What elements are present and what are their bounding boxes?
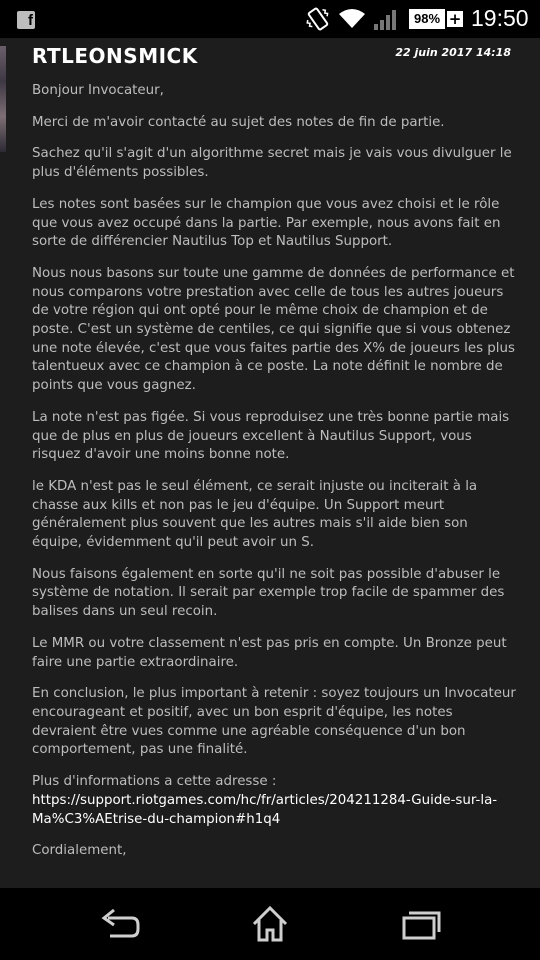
wifi-icon <box>338 8 366 30</box>
info-paragraph <box>32 773 517 829</box>
closing-text: Cordialement, <box>32 843 127 859</box>
message-paragraph: Nous nous basons sur toute une gamme de données de performance et nous comparons votre prestation avec celle de tous les autres joueurs de votre région qui ont opté pour le même choix de champion et de poste. C'est un système de centiles, ce qui signifie que si vous obtenez une note élevée, c'est que vous faites partie des X% de joueurs les plus talentueux avec ce champion à ce poste. La note définit le nombre de points que vous gagnez. <box>32 265 515 394</box>
message-paragraph: En conclusion, le plus important à retenir : soyez toujours un Invocateur encourageant et positif, avec un bon esprit d'équipe, les notes devraient être vues comme une agréable conséquence d'un bon comportement, pas une finalité. <box>32 686 516 758</box>
sender-name: RTLEONSMICK <box>32 44 198 68</box>
message-paragraph: La note n'est pas figée. Si vous reproduisez une très bonne partie mais que de plus en plus de joueurs excellent à Nautilus Support, vous risquez d'avoir une moins bonne note. <box>32 409 510 463</box>
status-bar <box>0 0 540 38</box>
back-icon[interactable] <box>90 902 150 946</box>
charging-icon: + <box>448 10 462 28</box>
vibrate-icon <box>303 6 333 32</box>
recent-apps-icon[interactable] <box>390 902 450 946</box>
message-paragraph: Nous faisons également en sorte qu'il ne soit pas possible d'abuser le système de notation. Il serait par exemple trop facile de spammer des balises dans un seul recoin. <box>32 566 505 620</box>
info-label: Plus d'informations a cette adresse : <box>32 774 277 790</box>
sender-avatar[interactable] <box>0 46 6 152</box>
support-link[interactable]: https://support.riotgames.com/hc/fr/articles/204211284-Guide-sur-la-Ma%C3%AEtrise-du-champion#h1q4 <box>32 792 498 827</box>
navigation-bar <box>0 888 540 960</box>
home-icon[interactable] <box>240 902 300 946</box>
facebook-notification-icon: f <box>17 11 35 29</box>
message-paragraph: Sachez qu'il s'agit d'un algorithme secret mais je vais vous divulguer le plus d'éléments possibles. <box>32 146 512 181</box>
clock: 19:50 <box>471 5 529 31</box>
message-paragraph: Les notes sont basées sur le champion que vous avez choisi et le rôle que vous avez occupé dans la partie. Par exemple, nous avons fait en sorte de différencier Nautilus Top et Nautilus Support. <box>32 196 501 250</box>
message-paragraph: le KDA n'est pas le seul élément, ce serait injuste ou inciterait à la chasse aux kills et non pas le jeu d'équipe. Un Support meurt généralement plus souvent que les autres mais s'il aide bien son équipe, évidemment qu'il peut avoir un S. <box>32 478 478 551</box>
message-paragraph: Merci de m'avoir contacté au sujet des notes de fin de partie. <box>32 114 445 130</box>
battery-icon: 98% <box>409 9 445 29</box>
message-paragraph: Bonjour Invocateur, <box>32 83 164 98</box>
message-date: 22 juin 2017 14:18 <box>395 46 511 59</box>
cellular-signal-icon <box>373 9 399 31</box>
message-paragraph: Le MMR ou votre classement n'est pas pris en compte. Un Bronze peut faire une partie extraordinaire. <box>32 635 507 670</box>
message-panel[interactable] <box>0 38 540 888</box>
message-body <box>32 82 517 874</box>
